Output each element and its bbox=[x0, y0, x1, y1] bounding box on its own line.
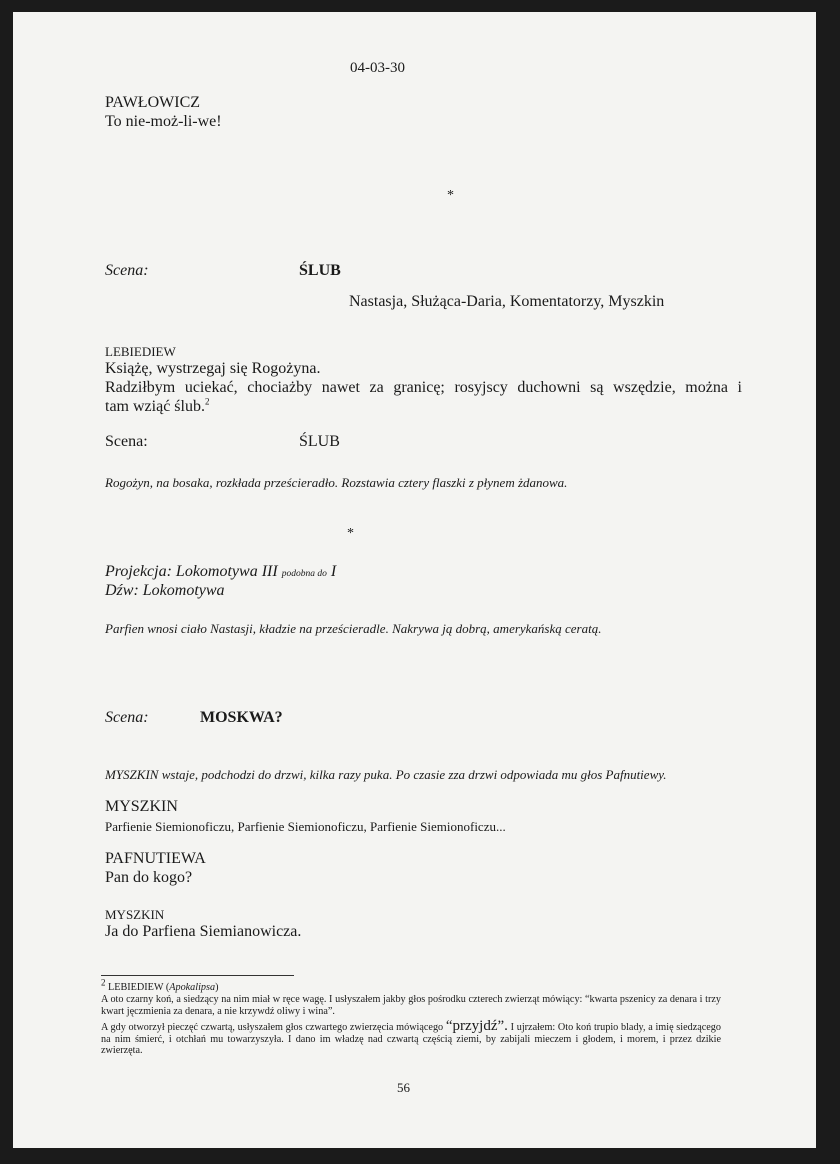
projection-line bbox=[105, 563, 336, 581]
scene-label: Scena: bbox=[105, 709, 149, 726]
document-page bbox=[13, 12, 816, 1148]
footnote-head-end: ) bbox=[215, 982, 219, 993]
dialogue-line: Ja do Parfiena Siemianowicza. bbox=[105, 923, 302, 940]
dialogue-line: To nie-moż-li-we! bbox=[105, 113, 222, 130]
footnote-head-italic: Apokalipsa bbox=[169, 982, 216, 993]
projection-small-text: podobna do bbox=[281, 569, 327, 579]
dialogue-line: Książę, wystrzegaj się Rogożyna. bbox=[105, 360, 321, 377]
scene-label: Scena: bbox=[105, 262, 149, 279]
footnote-quote: “przyjdź”. bbox=[445, 1018, 508, 1034]
sound-line: Dźw: Lokomotywa bbox=[105, 582, 225, 599]
speaker-pawlowicz: PAWŁOWICZ bbox=[105, 94, 201, 111]
stage-direction: Rogożyn, na bosaka, rozkłada prześcieradło. Rozstawia cztery flaszki z płynem żdanowa. bbox=[105, 475, 568, 490]
scene-characters: Nastasja, Służąca-Daria, Komentatorzy, Myszkin bbox=[349, 293, 665, 310]
speaker-myszkin: MYSZKIN bbox=[105, 798, 178, 815]
scene-title: ŚLUB bbox=[299, 262, 341, 279]
footnote-number: 2 bbox=[101, 977, 106, 988]
dialogue-line: Parfienie Siemionoficzu, Parfienie Siemionoficzu, Parfienie Siemionoficzu... bbox=[105, 819, 506, 834]
speaker-lebiediew: LEBIEDIEW bbox=[105, 344, 176, 359]
dialogue-line: Radziłbym uciekać, chociażby nawet za granicę; rosyjscy duchowni są wszędzie, można i bbox=[105, 379, 742, 396]
scene-label: Scena: bbox=[105, 433, 148, 450]
footnote-text: I ujrzałem: Oto koń trupio blady, a imię siedzącego na nim śmierć, i otchłań mu towarzyszyła. I dano im władzę nad czwartą częścią ziemi, by zabijali mieczem i głodem, i morem, i przez dzikie zwierzęta. bbox=[101, 1022, 721, 1056]
header-date: 04-03-30 bbox=[350, 60, 405, 76]
section-separator: * bbox=[447, 188, 454, 203]
speaker-myszkin: MYSZKIN bbox=[105, 907, 165, 922]
projection-suffix: I bbox=[330, 563, 337, 580]
stage-direction: MYSZKIN wstaje, podchodzi do drzwi, kilka razy puka. Po czasie zza drzwi odpowiada mu głos Pafnutiewy. bbox=[105, 767, 667, 782]
footnote-divider bbox=[101, 975, 294, 976]
scene-title: MOSKWA? bbox=[200, 709, 283, 726]
scene-title: ŚLUB bbox=[299, 433, 340, 450]
dialogue-text: tam wziąć ślub. bbox=[105, 398, 205, 415]
footnote-reference: 2 bbox=[204, 396, 210, 407]
footnote-head: LEBIEDIEW ( bbox=[105, 982, 170, 993]
page-number: 56 bbox=[397, 1080, 410, 1095]
speaker-pafnutiewa: PAFNUTIEWA bbox=[105, 850, 206, 867]
projection-text: Projekcja: Lokomotywa III bbox=[105, 563, 278, 580]
section-separator: * bbox=[347, 526, 354, 541]
footnote-heading bbox=[101, 977, 721, 994]
footnote-paragraph bbox=[101, 1018, 721, 1057]
footnote-paragraph: A oto czarny koń, a siedzący na nim miał w ręce wagę. I usłyszałem jakby głos pośrodku czterech zwierząt mówiący: “kwarta pszenicy za denara i trzy kwart jęczmienia za denara, a nie krzywdź oliwy i wina”. bbox=[101, 994, 721, 1017]
stage-direction: Parfien wnosi ciało Nastasji, kładzie na prześcieradle. Nakrywa ją dobrą, amerykańską ceratą. bbox=[105, 621, 602, 636]
dialogue-line bbox=[105, 398, 209, 416]
dialogue-line: Pan do kogo? bbox=[105, 869, 193, 886]
footnote-text: A gdy otworzył pieczęć czwartą, usłyszałem głos czwartego zwierzęcia mówiącego bbox=[101, 1022, 446, 1033]
